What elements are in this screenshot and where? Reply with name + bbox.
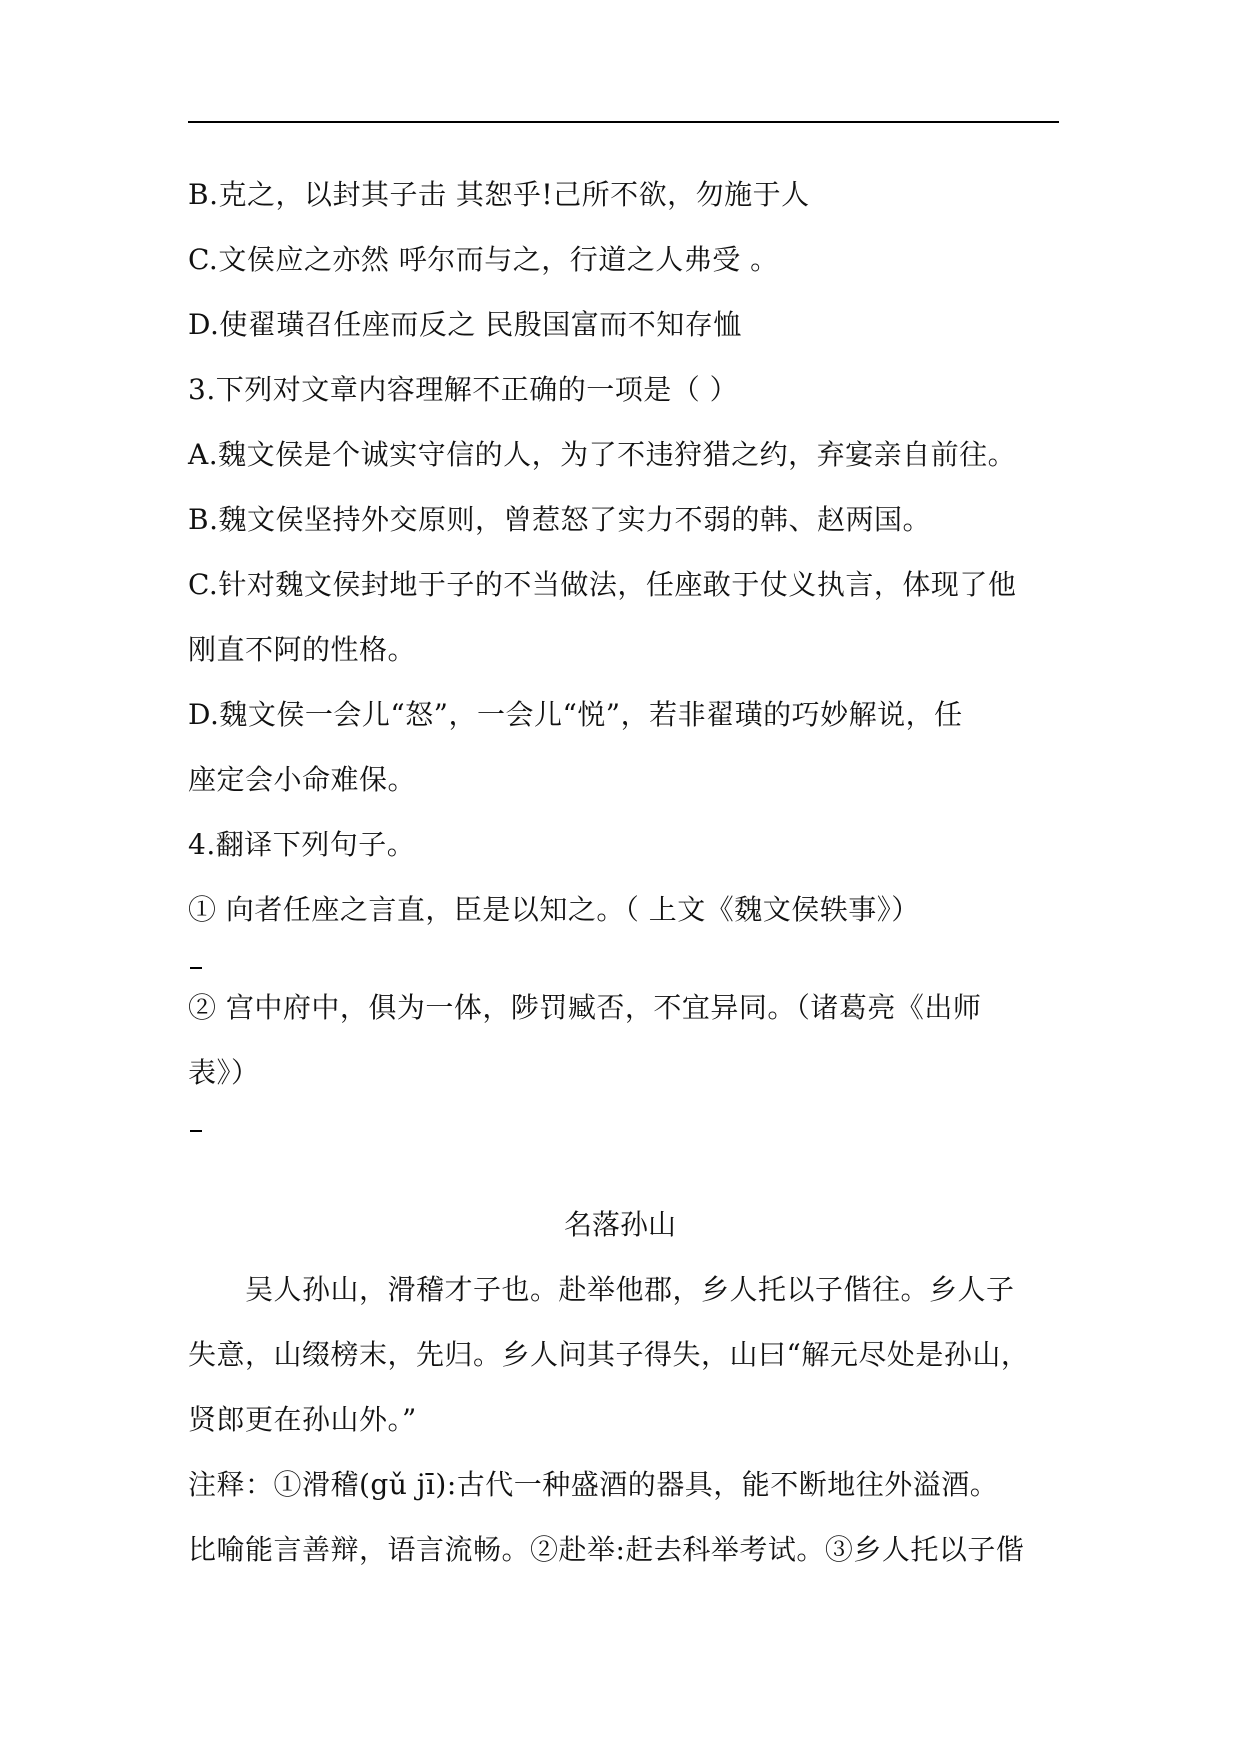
notes-line-2: 比喻能言善辩，语言流畅。②赴举:赶去科举考试。③乡人托以子偕 xyxy=(188,1533,1025,1566)
question-3: 3.下列对文章内容理解不正确的一项是（ ） xyxy=(188,373,739,406)
question-4: 4.翻译下列句子。 xyxy=(188,828,416,861)
translate-sentence-2-part1: ② 宫中府中，俱为一体，陟罚臧否，不宜异同。（诸葛亮《出师 xyxy=(188,991,982,1024)
answer-blank-2 xyxy=(190,1130,202,1132)
translate-sentence-2-part2: 表》） xyxy=(188,1056,260,1089)
q3-option-c-part1: C.针对魏文侯封地于子的不当做法，任座敢于仗义执言，体现了他 xyxy=(188,568,1017,601)
option-b-line: B.克之，以封其子击 其恕乎!己所不欲，勿施于人 xyxy=(188,178,810,211)
translate-sentence-1: ① 向者任座之言直，臣是以知之。（ 上文《魏文侯轶事》） xyxy=(188,893,920,926)
notes-line-1: 注释：①滑稽(gǔ jī):古代一种盛酒的器具，能不断地往外溢酒。 xyxy=(188,1468,999,1501)
q3-option-d-part2: 座定会小命难保。 xyxy=(188,763,417,796)
header-rule xyxy=(188,121,1059,123)
passage-line-3: 贤郎更在孙山外。” xyxy=(188,1403,417,1436)
q3-option-b: B.魏文侯坚持外交原则，曾惹怒了实力不弱的韩、赵两国。 xyxy=(188,503,931,536)
passage-line-2: 失意，山缀榜末，先归。乡人问其子得失，山曰“解元尽处是孙山， xyxy=(188,1338,1030,1371)
passage-line-1: 吴人孙山，滑稽才子也。赴举他郡，乡人托以子偕往。乡人子 xyxy=(245,1273,1015,1306)
option-d-line: D.使翟璜召任座而反之 民殷国富而不知存恤 xyxy=(188,308,742,341)
q3-option-a: A.魏文侯是个诚实守信的人，为了不违狩猎之约，弃宴亲自前往。 xyxy=(188,438,1017,471)
q3-option-c-part2: 刚直不阿的性格。 xyxy=(188,633,417,666)
q3-option-d-part1: D.魏文侯一会儿“怒”，一会儿“悦”，若非翟璜的巧妙解说，任 xyxy=(188,698,963,731)
answer-blank-1 xyxy=(190,967,202,969)
passage-title: 名落孙山 xyxy=(563,1208,676,1241)
option-c-line: C.文侯应之亦然 呼尔而与之，行道之人弗受 。 xyxy=(188,243,779,276)
